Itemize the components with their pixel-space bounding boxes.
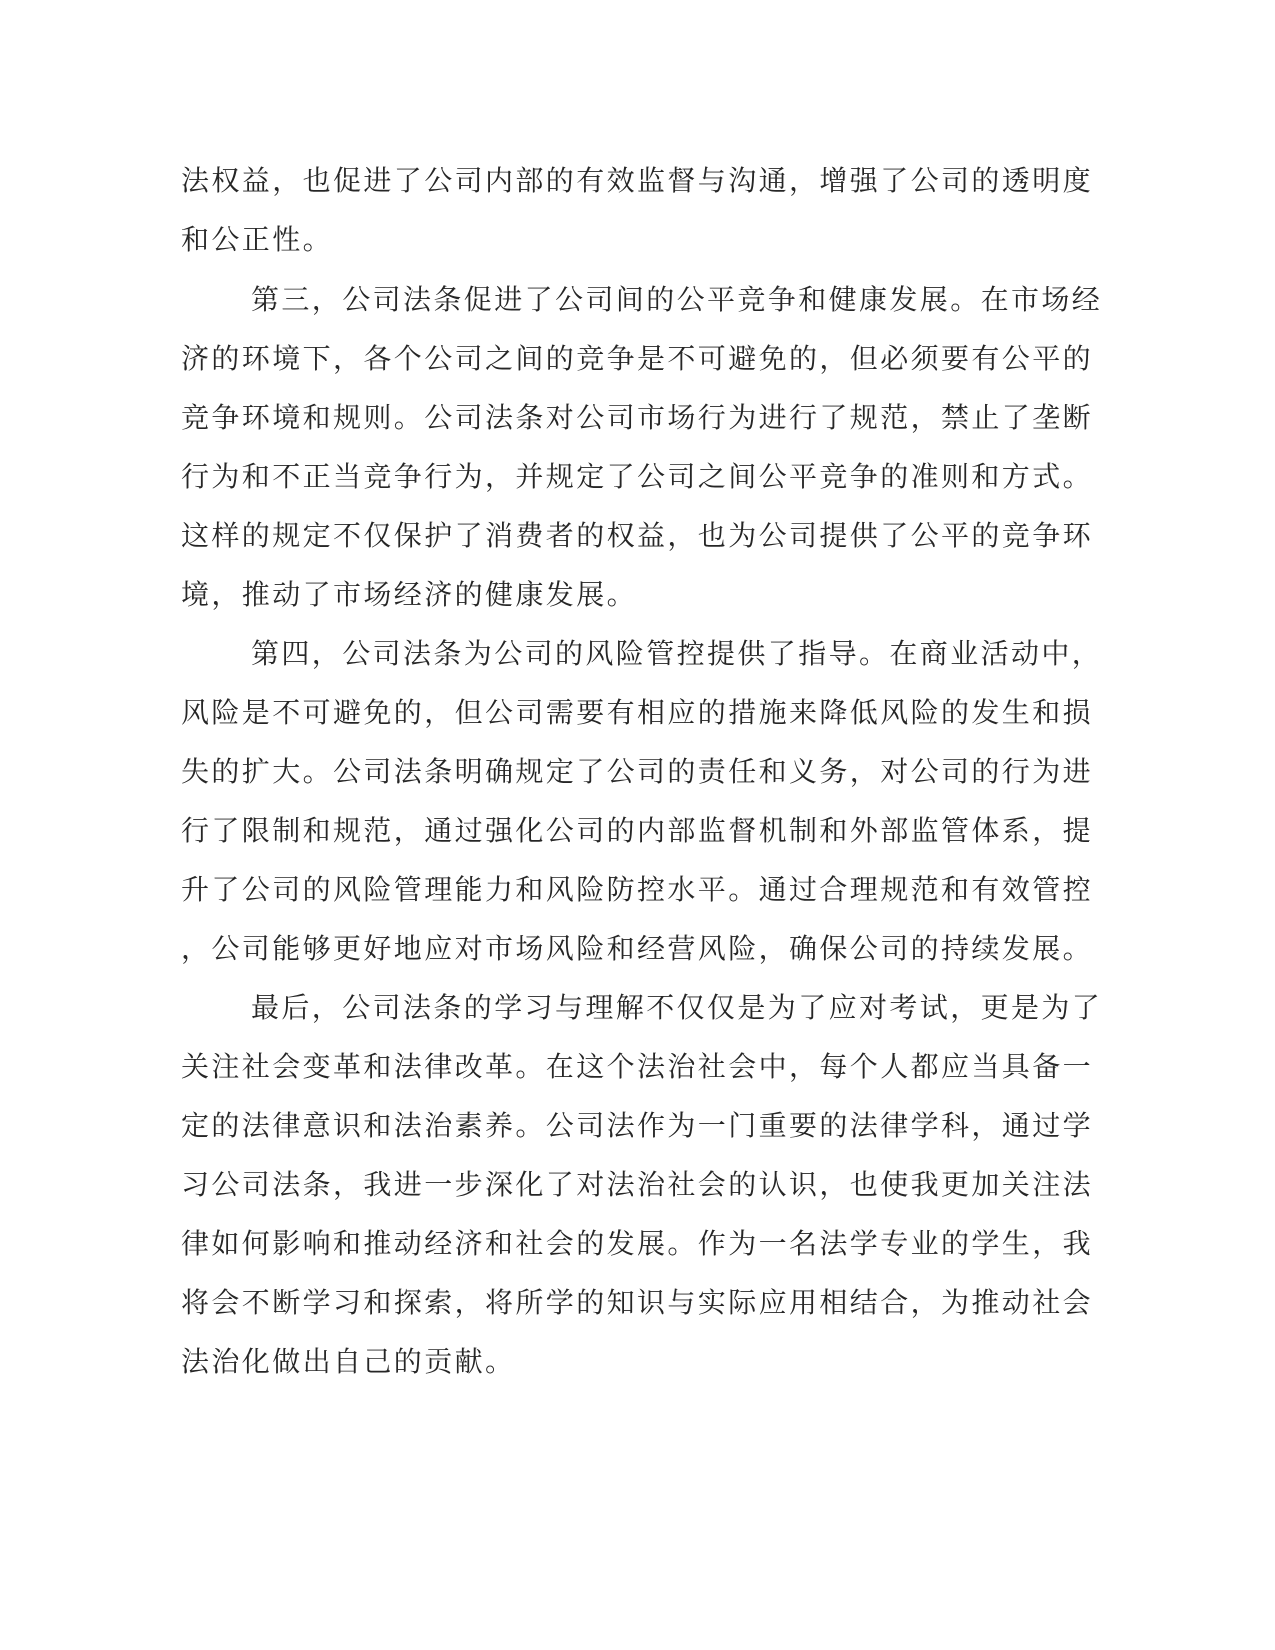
text-line: 将会不断学习和探索，将所学的知识与实际应用相结合，为推动社会	[181, 1286, 1094, 1319]
text-line: 关注社会变革和法律改革。在这个法治社会中，每个人都应当具备一	[181, 1050, 1094, 1083]
text-line: 法权益，也促进了公司内部的有效监督与沟通，增强了公司的透明度	[181, 164, 1094, 197]
text-line: 失的扩大。公司法条明确规定了公司的责任和义务，对公司的行为进	[181, 755, 1094, 788]
text-line: 升了公司的风险管理能力和风险防控水平。通过合理规范和有效管控	[181, 873, 1094, 906]
text-line: 行为和不正当竞争行为，并规定了公司之间公平竞争的准则和方式。	[181, 460, 1094, 493]
text-line: 定的法律意识和法治素养。公司法作为一门重要的法律学科，通过学	[181, 1109, 1094, 1142]
text-line: 风险是不可避免的，但公司需要有相应的措施来降低风险的发生和损	[181, 696, 1094, 729]
text-line: 境，推动了市场经济的健康发展。	[181, 578, 638, 611]
text-line: 和公正性。	[181, 223, 334, 256]
text-line: 竞争环境和规则。公司法条对公司市场行为进行了规范，禁止了垄断	[181, 401, 1094, 434]
paragraph-start-line: 最后，公司法条的学习与理解不仅仅是为了应对考试，更是为了	[251, 991, 1103, 1024]
paragraph-start-line: 第三，公司法条促进了公司间的公平竞争和健康发展。在市场经	[251, 283, 1103, 316]
text-line: 法治化做出自己的贡献。	[181, 1345, 516, 1378]
text-line: 习公司法条，我进一步深化了对法治社会的认识，也使我更加关注法	[181, 1168, 1094, 1201]
text-line: 律如何影响和推动经济和社会的发展。作为一名法学专业的学生，我	[181, 1227, 1094, 1260]
text-line: ，公司能够更好地应对市场风险和经营风险，确保公司的持续发展。	[181, 932, 1094, 965]
text-line: 这样的规定不仅保护了消费者的权益，也为公司提供了公平的竞争环	[181, 519, 1094, 552]
text-line: 行了限制和规范，通过强化公司的内部监督机制和外部监管体系，提	[181, 814, 1094, 847]
text-line: 济的环境下，各个公司之间的竞争是不可避免的，但必须要有公平的	[181, 342, 1094, 375]
paragraph-start-line: 第四，公司法条为公司的风险管控提供了指导。在商业活动中，	[251, 637, 1103, 670]
